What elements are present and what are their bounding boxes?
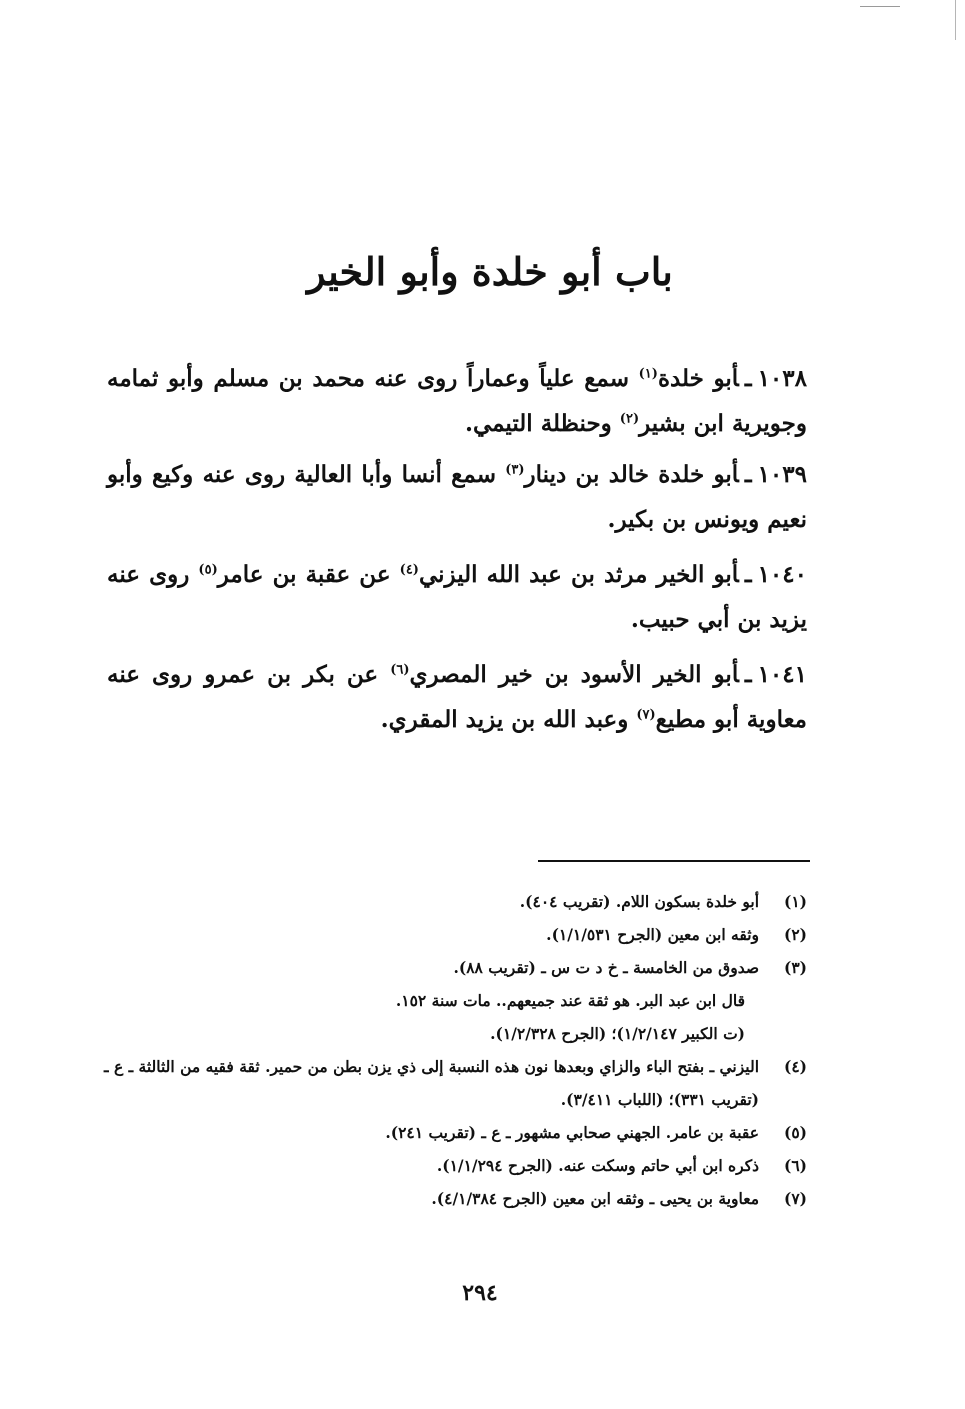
footnote-1 (97, 885, 807, 918)
footnote-number: (٦) (783, 1156, 807, 1175)
footnote-7 (97, 1182, 807, 1215)
footnote-text: معاوية بن يحيى ـ وثقه ابن معين (الجرح ٤/١/٣٨٤). (431, 1189, 759, 1208)
footnote-2 (97, 918, 807, 951)
footnote-ref: (٧) (636, 707, 656, 723)
footnotes (97, 885, 807, 1215)
footnote-number: (١) (783, 892, 807, 911)
chapter-heading: باب أبو خلدة وأبو الخير (307, 249, 673, 294)
entry-dash: ـ (744, 461, 752, 488)
footnote-ref: (٢) (619, 411, 640, 427)
footnote-ref: (٦) (390, 662, 410, 678)
footnote-text: ذكره ابن أبي حاتم وسكت عنه. (الجرح ١/١/٢٩٤). (436, 1156, 759, 1175)
entry-text: أبو الخير الأسود بن خير المصري (409, 661, 739, 688)
footnote-text: أبو خلدة بسكون اللام. (تقريب ٤٠٤). (519, 892, 759, 911)
footnote-ref: (٣) (505, 462, 525, 478)
entry-number: ١٠٣٨ (757, 365, 807, 392)
entry-number: ١٠٤١ (757, 661, 807, 688)
entry-text: عن عقبة بن عامر (217, 561, 400, 588)
footnote-6 (97, 1149, 807, 1182)
footnote-number: (٢) (783, 925, 807, 944)
entry-number: ١٠٤٠ (757, 561, 807, 588)
entry-dash: ـ (744, 561, 752, 588)
entry-dash: ـ (744, 661, 752, 688)
entry-text: سمع علياً وعماراً روى عنه محمد بن مسلم وأبو ثمامه وجويرية ابن بشير (107, 365, 807, 437)
footnote-text: عقبة بن عامر. الجهني صحابي مشهور ـ ع ـ (تقريب ٢٤١). (385, 1123, 759, 1142)
entry-number: ١٠٣٩ (757, 461, 807, 488)
footnote-number: (٣) (783, 958, 807, 977)
entry-1041 (107, 652, 807, 742)
entry-1040 (107, 552, 807, 642)
entry-text: عن بكر بن عمرو روى عنه معاوية أبو مطيع (107, 661, 807, 733)
footnote-divider (538, 860, 810, 862)
footnote-number: (٥) (783, 1123, 807, 1142)
entry-text: أبو خلدة (657, 365, 739, 392)
footnote-text: (ت الكبير ١/٢/١٤٧)؛ (الجرح ١/٢/٣٢٨). (490, 1024, 745, 1043)
entry-text: وعبد الله بن يزيد المقري. (380, 706, 637, 733)
entry-text: أبو خلدة خالد بن دينار (524, 461, 739, 488)
entry-text: وحنظلة التيمي. (464, 410, 620, 437)
entry-1038 (107, 356, 807, 446)
entry-text: أبو الخير مرثد بن عبد الله اليزني (418, 561, 739, 588)
footnote-number: (٧) (783, 1189, 807, 1208)
footnote-text: صدوق من الخامسة ـ خ د ت س ـ (تقريب ٨٨). (453, 958, 759, 977)
page-number: ٢٩٤ (462, 1280, 498, 1306)
entry-1039 (107, 452, 807, 542)
footnote-text: قال ابن عبد البر. هو ثقة عند جميعهم.. مات سنة ١٥٢. (395, 991, 745, 1010)
footnote-ref: (١) (638, 366, 658, 382)
footnote-text: وثقه ابن معين (الجرح ١/١/٥٣١). (546, 925, 759, 944)
footnote-3 (97, 951, 807, 1050)
entry-text: روى عنه يزيد بن أبي حبيب. (107, 561, 807, 633)
scan-artifact (860, 6, 900, 7)
footnote-number: (٤) (783, 1057, 807, 1076)
footnote-5 (97, 1116, 807, 1149)
footnote-ref: (٥) (198, 562, 218, 578)
entry-dash: ـ (744, 365, 752, 392)
footnote-text: اليزني ـ بفتح الباء والزاي وبعدها نون هذه النسبة إلى ذي يزن بطن من حمير. ثقة فقيه من الثالثة ـ ع ـ (تقريب ٣٣١)؛ (اللباب ٣/٤١١). (104, 1057, 759, 1109)
footnote-4 (97, 1050, 807, 1116)
scan-artifact (955, 0, 956, 40)
footnote-ref: (٤) (399, 562, 419, 578)
entry-text: سمع أنسا وأبا العالية روى عنه وكيع وأبو نعيم ويونس بن بكير. (107, 461, 807, 533)
